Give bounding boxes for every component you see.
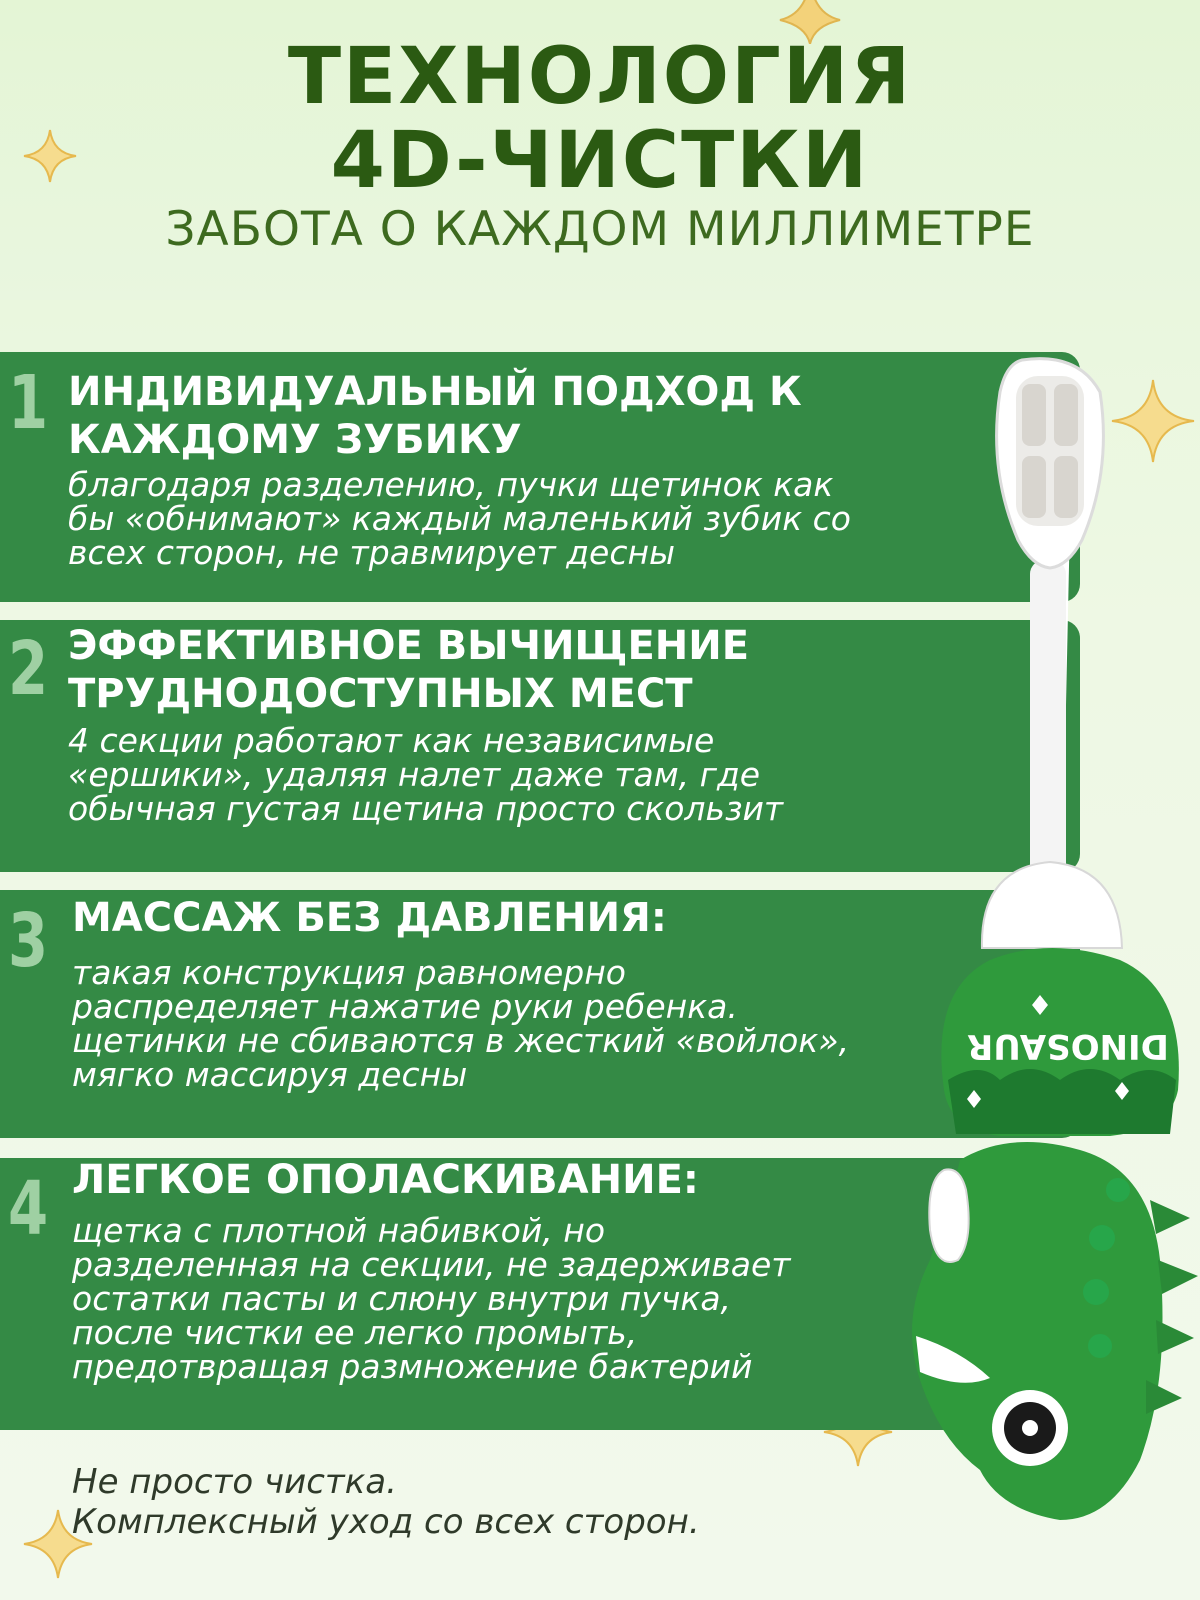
feature-text-line: распределяет нажатие руки ребенка. [72, 987, 738, 1026]
feature-title-line: ИНДИВИДУАЛЬНЫЙ ПОДХОД К [68, 369, 802, 415]
feature-text-line: щетинки не сбиваются в жесткий «войлок», [72, 1021, 850, 1060]
brand-label: DINOSAUR [967, 1026, 1169, 1066]
feature-text-line: остатки пасты и слюну внутри пучка, [72, 1279, 732, 1318]
feature-title-line: МАССАЖ БЕЗ ДАВЛЕНИЯ: [72, 895, 667, 941]
feature-text-line: благодаря разделению, пучки щетинок как [68, 465, 834, 504]
feature-title-line: ЛЕГКОЕ ОПОЛАСКИВАНИЕ: [72, 1157, 699, 1203]
feature-title-line: КАЖДОМУ ЗУБИКУ [68, 417, 522, 463]
feature-text-line: разделенная на секции, не задерживает [72, 1245, 791, 1284]
page-title-line2: 4D-ЧИСТКИ [330, 116, 870, 206]
footer-line: Комплексный уход со всех сторон. [72, 1502, 700, 1542]
feature-text-line: предотвращая размножение бактерий [72, 1347, 753, 1386]
feature-text-line: щетка с плотной набивкой, но [72, 1211, 606, 1250]
feature-text-line: такая конструкция равномерно [72, 953, 626, 992]
feature-text-line: бы «обнимают» каждый маленький зубик со [68, 499, 851, 538]
feature-text-line: «ершики», удаляя налет даже там, где [68, 755, 761, 794]
feature-number: 2 [8, 626, 49, 712]
page-subtitle: ЗАБОТА О КАЖДОМ МИЛЛИМЕТРЕ [165, 202, 1035, 257]
feature-text-line: 4 секции работают как независимые [68, 721, 715, 760]
feature-text-line: всех сторон, не травмирует десны [68, 533, 676, 572]
feature-number: 4 [8, 1166, 49, 1252]
page-title-line1: ТЕХНОЛОГИЯ [287, 32, 913, 122]
feature-text-line: мягко массируя десны [72, 1055, 468, 1094]
footer-text [72, 1462, 700, 1542]
feature-title-line: ЭФФЕКТИВНОЕ ВЫЧИЩЕНИЕ [68, 623, 750, 669]
feature-title-line: ТРУДНОДОСТУПНЫХ МЕСТ [68, 671, 693, 717]
footer-line: Не просто чистка. [72, 1462, 397, 1502]
feature-number: 3 [8, 898, 49, 984]
feature-text-line: после чистки ее легко промыть, [72, 1313, 638, 1352]
feature-number: 1 [8, 360, 49, 446]
feature-text-line: обычная густая щетина просто скользит [68, 789, 784, 828]
